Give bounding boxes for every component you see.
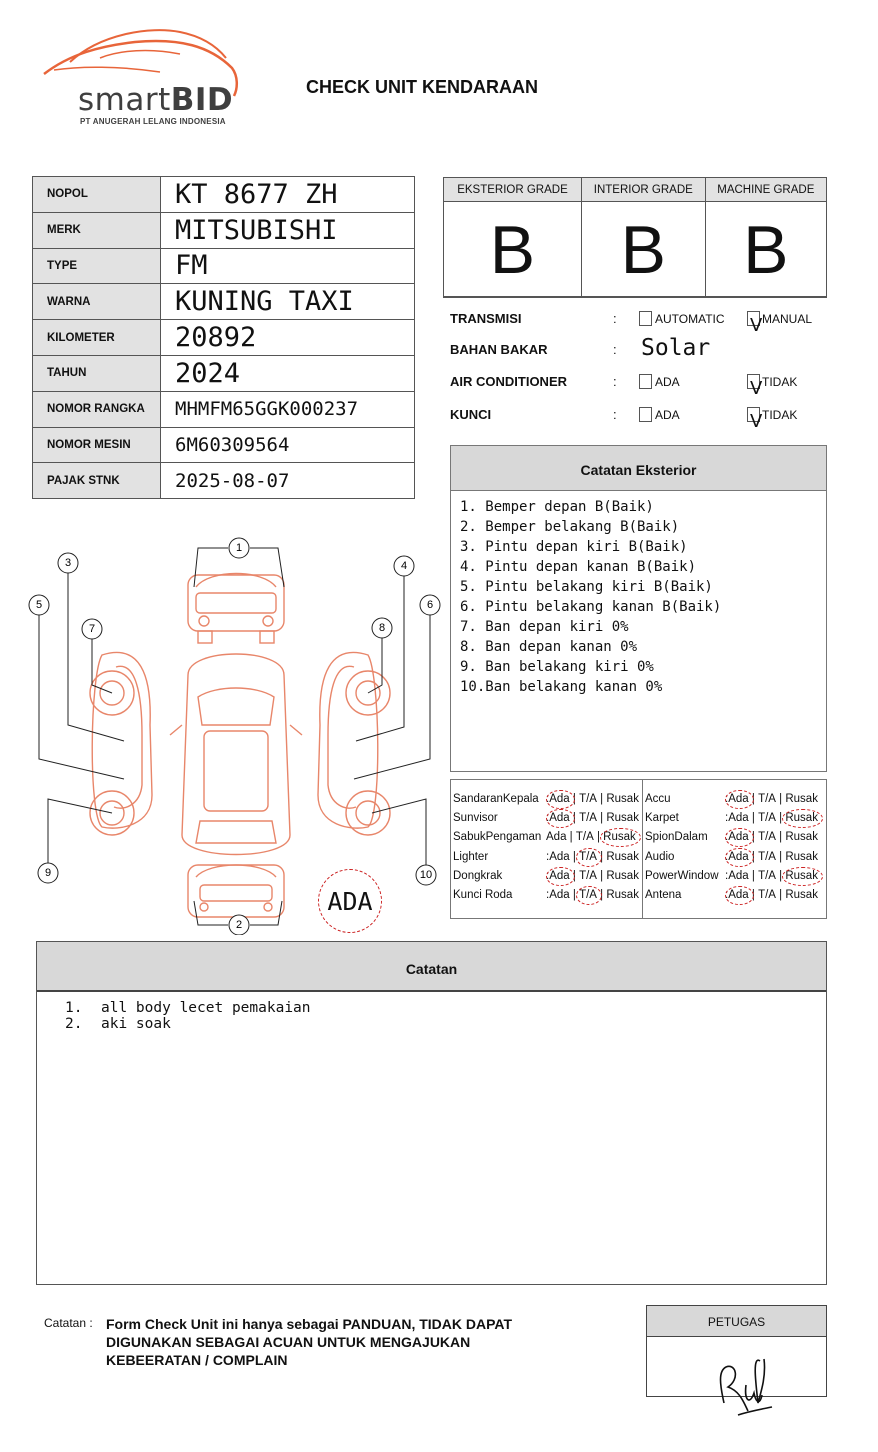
info-row — [33, 391, 415, 427]
accessories-divider — [642, 780, 643, 918]
exterior-note-item: 3. Pintu depan kiri B(Baik) — [460, 539, 688, 555]
car-outline-icon — [90, 574, 390, 918]
grade-divider — [443, 296, 827, 297]
accessory-name: Audio — [645, 850, 675, 863]
ac-label: AIR CONDITIONER — [450, 374, 567, 389]
info-row — [33, 177, 415, 213]
accessory-option[interactable]: T/A — [579, 848, 597, 867]
accessory-option[interactable]: Ada — [728, 848, 748, 867]
grade-value-interior: B — [581, 202, 705, 298]
accessory-option[interactable]: Ada — [728, 812, 749, 825]
info-value: MITSUBISHI — [161, 212, 415, 248]
info-label: TYPE — [33, 248, 161, 284]
option-separator: | — [748, 869, 759, 882]
grade-table — [443, 177, 827, 298]
accessory-option[interactable]: Ada — [728, 869, 749, 882]
bahan-bakar-colon: : — [613, 342, 617, 357]
callout-2: 2 — [235, 919, 243, 931]
option-separator: | — [569, 812, 580, 825]
accessory-colon: : — [546, 869, 550, 882]
option-separator: | — [775, 831, 786, 844]
accessory-option[interactable]: Ada — [728, 886, 748, 905]
accessory-option[interactable]: Rusak — [785, 850, 818, 863]
transmisi-colon: : — [613, 311, 617, 326]
accessory-colon: : — [546, 889, 550, 901]
info-value: 2024 — [161, 355, 415, 391]
grade-value-exterior: B — [444, 202, 582, 298]
info-label: PAJAK STNK — [33, 463, 161, 499]
accessory-option[interactable]: Rusak — [785, 831, 818, 844]
accessory-option[interactable]: Rusak — [606, 793, 639, 805]
option-separator: | — [566, 831, 576, 844]
info-label: NOMOR RANGKA — [33, 391, 161, 427]
callout-3: 3 — [64, 557, 72, 569]
callout-10: 10 — [419, 869, 433, 881]
info-label: TAHUN — [33, 355, 161, 391]
accessory-option[interactable]: Ada — [549, 809, 569, 828]
accessory-option[interactable]: T/A — [758, 812, 776, 825]
accessory-name: SandaranKepala — [453, 793, 539, 805]
company-logo — [40, 28, 250, 132]
callout-5: 5 — [35, 599, 43, 611]
accessory-option[interactable]: T/A — [758, 869, 776, 882]
grade-header-machine: MACHINE GRADE — [705, 178, 826, 202]
accessory-options — [546, 848, 639, 867]
logo-brand-left: smart — [78, 82, 171, 118]
accessory-option[interactable]: Rusak — [785, 793, 818, 805]
accessory-option[interactable]: Rusak — [606, 889, 639, 901]
note-text: all body lecet pemakaian — [101, 1000, 311, 1016]
callout-numbers — [36, 542, 433, 931]
info-value: 2025-08-07 — [161, 463, 415, 499]
accessory-options — [725, 848, 818, 867]
option-separator: | — [775, 869, 786, 882]
vehicle-info-table — [32, 176, 415, 499]
option-separator: | — [593, 831, 604, 844]
accessory-option[interactable]: T/A — [758, 793, 776, 805]
info-row — [33, 212, 415, 248]
info-label: NOPOL — [33, 177, 161, 213]
grade-value-machine: B — [705, 202, 826, 298]
footer-disclaimer: Form Check Unit ini hanya sebagai PANDUAN, TIDAK DAPAT DIGUNAKAN SEBAGAI ACUAN UNTUK MENGAJUKAN KEBEERATAN / COMPLAIN — [106, 1316, 513, 1368]
accessory-option[interactable]: T/A — [758, 850, 776, 863]
ada-stamp: ADA — [318, 869, 382, 933]
accessory-option[interactable]: Ada — [546, 831, 567, 844]
option-separator: | — [775, 850, 786, 863]
accessory-name: Antena — [645, 889, 682, 901]
accessory-name: Sunvisor — [453, 812, 498, 825]
info-label: MERK — [33, 212, 161, 248]
accessory-option[interactable]: Ada — [549, 790, 569, 809]
accessory-options — [725, 867, 818, 886]
signature-icon — [700, 1345, 790, 1420]
accessory-option[interactable]: T/A — [758, 889, 776, 901]
ac-tidak-option: TIDAK — [762, 375, 798, 389]
logo-brand-right: BID — [170, 82, 234, 118]
option-separator: | — [569, 889, 580, 901]
accessories-panel — [450, 779, 827, 919]
accessory-options — [546, 828, 636, 847]
accessory-name: Karpet — [645, 812, 679, 825]
accessory-name: Accu — [645, 793, 671, 805]
info-row — [33, 463, 415, 499]
info-value: 20892 — [161, 320, 415, 356]
exterior-note-item: 1. Bemper depan B(Baik) — [460, 499, 654, 515]
accessory-option[interactable]: Rusak — [785, 889, 818, 901]
accessory-colon: : — [546, 850, 550, 863]
accessory-option[interactable]: T/A — [575, 831, 594, 844]
exterior-notes-panel — [450, 445, 827, 772]
exterior-note-item: 10.Ban belakang kanan 0% — [460, 679, 663, 695]
notes-list — [37, 992, 826, 1032]
accessory-option[interactable]: T/A — [758, 831, 776, 844]
accessory-options — [546, 809, 639, 828]
note-item — [65, 1001, 826, 1017]
ac-colon: : — [613, 374, 617, 389]
transmisi-label: TRANSMISI — [450, 311, 522, 326]
info-row — [33, 248, 415, 284]
option-separator: | — [596, 889, 607, 901]
exterior-note-item: 6. Pintu belakang kanan B(Baik) — [460, 599, 722, 615]
callout-8: 8 — [378, 622, 386, 634]
officer-title: PETUGAS — [647, 1306, 826, 1337]
accessory-name: Kunci Roda — [453, 889, 513, 901]
car-damage-diagram — [20, 535, 450, 935]
info-value: FM — [161, 248, 415, 284]
exterior-note-item: 7. Ban depan kiri 0% — [460, 619, 629, 635]
accessory-name: Dongkrak — [453, 869, 503, 882]
accessory-option[interactable]: Rusak — [606, 869, 639, 882]
logo-subtitle: PT ANUGERAH LELANG INDONESIA — [80, 117, 226, 126]
info-value: MHMFM65GGK000237 — [161, 391, 415, 427]
option-separator: | — [748, 831, 759, 844]
info-row — [33, 320, 415, 356]
accessory-colon: : — [725, 812, 729, 825]
exterior-note-item: 9. Ban belakang kiri 0% — [460, 659, 654, 675]
option-separator: | — [748, 850, 759, 863]
accessory-options — [546, 790, 639, 809]
note-number: 1. — [65, 1000, 83, 1016]
notes-title: Catatan — [37, 942, 826, 992]
grade-header-interior: INTERIOR GRADE — [581, 178, 705, 202]
accessory-name: PowerWindow — [645, 869, 719, 882]
callout-4: 4 — [400, 560, 408, 572]
footer-label: Catatan : — [44, 1316, 93, 1330]
accessory-name: Lighter — [453, 850, 489, 863]
bahan-bakar-label: BAHAN BAKAR — [450, 342, 548, 357]
accessory-option[interactable]: Rusak — [785, 867, 818, 886]
info-label: NOMOR MESIN — [33, 427, 161, 463]
option-separator: | — [748, 812, 759, 825]
option-separator: | — [569, 850, 580, 863]
accessory-option[interactable]: T/A — [579, 869, 597, 882]
info-value: KUNING TAXI — [161, 284, 415, 320]
ac-tidak-tick-icon: V — [750, 378, 763, 399]
ac-ada-checkbox[interactable] — [639, 374, 652, 389]
info-row — [33, 355, 415, 391]
accessory-option[interactable]: Rusak — [606, 850, 639, 863]
info-row — [33, 427, 415, 463]
option-separator: | — [569, 869, 580, 882]
note-number: 2. — [65, 1015, 83, 1032]
info-label: KILOMETER — [33, 320, 161, 356]
accessory-option[interactable]: Ada — [549, 889, 570, 901]
info-row — [33, 284, 415, 320]
accessory-option[interactable]: T/A — [579, 793, 597, 805]
accessory-options — [546, 867, 639, 886]
kunci-ada-checkbox[interactable] — [639, 407, 652, 422]
info-value: KT 8677 ZH — [161, 177, 415, 213]
accessory-option[interactable]: Ada — [549, 850, 570, 863]
accessory-option[interactable]: Ada — [728, 828, 748, 847]
accessory-option[interactable]: Rusak — [606, 812, 639, 825]
accessory-colon: : — [725, 889, 729, 901]
exterior-note-item: 5. Pintu belakang kiri B(Baik) — [460, 579, 713, 595]
kunci-ada-option: ADA — [655, 408, 680, 422]
automatic-checkbox[interactable] — [639, 311, 652, 326]
kunci-colon: : — [613, 407, 617, 422]
notes-panel — [36, 941, 827, 1285]
accessory-option[interactable]: T/A — [579, 812, 597, 825]
accessory-option[interactable]: Ada — [728, 790, 748, 809]
kunci-tidak-tick-icon: V — [750, 411, 763, 432]
option-separator: | — [775, 793, 786, 805]
accessory-option[interactable]: Rusak — [603, 828, 636, 847]
accessory-colon: : — [546, 793, 550, 805]
accessory-option[interactable]: T/A — [579, 886, 597, 905]
kunci-tidak-option: TIDAK — [762, 408, 798, 422]
manual-option: MANUAL — [762, 312, 813, 326]
accessory-option[interactable]: Rusak — [785, 809, 818, 828]
callout-lines — [39, 548, 433, 925]
accessory-option[interactable]: Ada — [549, 867, 569, 886]
accessory-colon: : — [725, 869, 729, 882]
note-text: aki soak — [101, 1015, 171, 1032]
callout-7: 7 — [88, 623, 96, 635]
option-separator: | — [596, 793, 607, 805]
page-title: CHECK UNIT KENDARAAN — [306, 77, 538, 97]
grade-header-exterior: EKSTERIOR GRADE — [444, 178, 582, 202]
exterior-notes-title: Catatan Eksterior — [451, 446, 826, 491]
automatic-option: AUTOMATIC — [655, 312, 725, 326]
callout-9: 9 — [44, 867, 52, 879]
option-separator: | — [596, 812, 607, 825]
accessory-options — [725, 828, 818, 847]
accessory-name: SpionDalam — [645, 831, 708, 844]
accessory-options — [725, 809, 818, 828]
accessory-options — [725, 790, 818, 809]
bahan-bakar-value: Solar — [641, 335, 711, 361]
callout-6: 6 — [426, 599, 434, 611]
accessory-colon: : — [725, 793, 729, 805]
option-separator: | — [596, 850, 607, 863]
accessory-colon: : — [546, 812, 550, 825]
option-separator: | — [748, 793, 759, 805]
manual-tick-icon: V — [750, 315, 763, 336]
option-separator: | — [775, 889, 786, 901]
accessory-options — [725, 886, 818, 905]
option-separator: | — [775, 812, 786, 825]
option-separator: | — [596, 869, 607, 882]
exterior-note-item: 2. Bemper belakang B(Baik) — [460, 519, 680, 535]
accessory-colon: : — [725, 831, 729, 844]
note-item — [65, 1017, 826, 1033]
accessory-name: SabukPengaman — [453, 831, 542, 844]
callout-1: 1 — [235, 542, 243, 554]
option-separator: | — [569, 793, 580, 805]
kunci-label: KUNCI — [450, 407, 492, 422]
ac-ada-option: ADA — [655, 375, 680, 389]
accessory-colon: : — [725, 850, 729, 863]
exterior-note-item: 4. Pintu depan kanan B(Baik) — [460, 559, 697, 575]
info-value: 6M60309564 — [161, 427, 415, 463]
exterior-notes-list — [451, 491, 826, 697]
info-label: WARNA — [33, 284, 161, 320]
exterior-note-item: 8. Ban depan kanan 0% — [460, 639, 638, 655]
accessory-options — [546, 886, 639, 905]
option-separator: | — [748, 889, 759, 901]
